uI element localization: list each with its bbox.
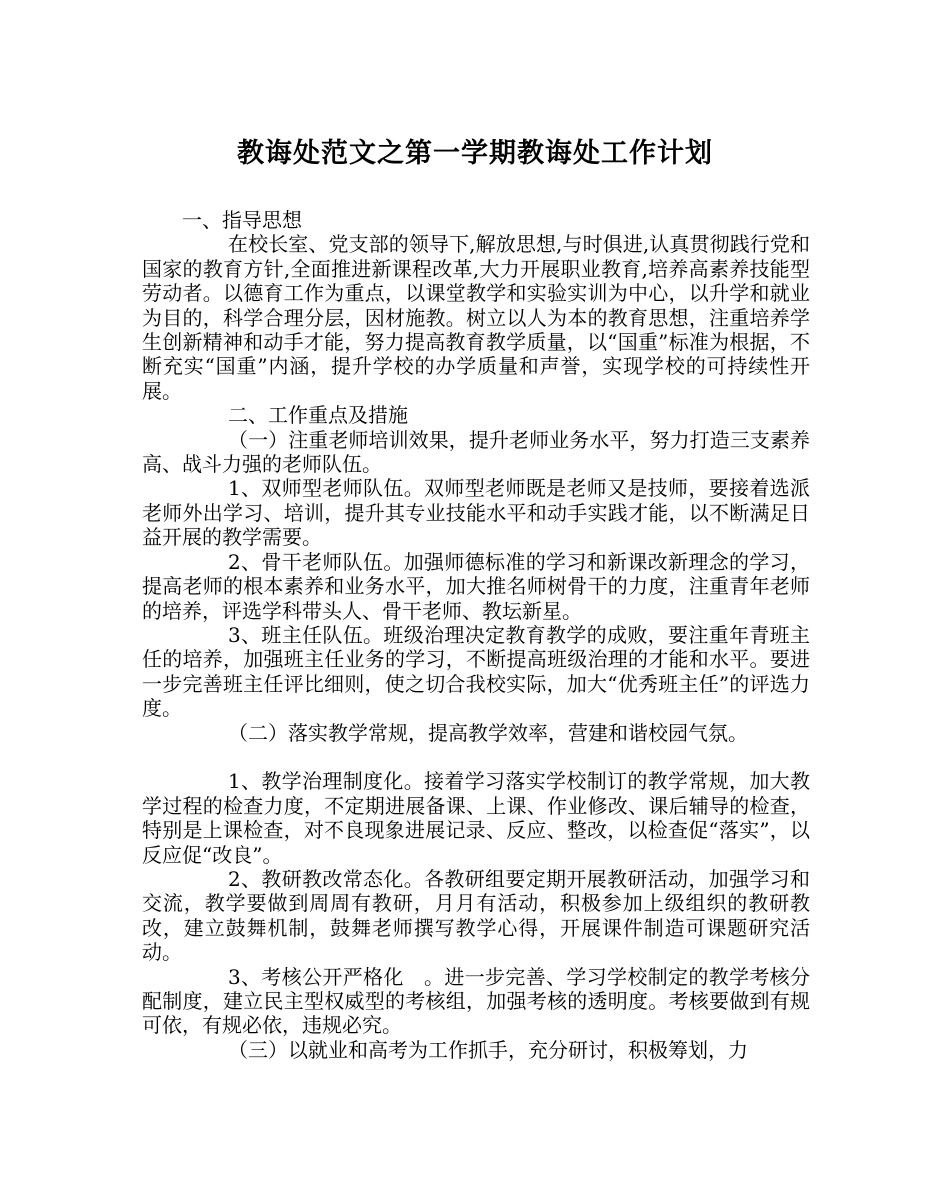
paragraph-assessment: 3、考核公开严格化 。进一步完善、学习学校制定的教学考核分配制度，建立民主型权威型的考核组，加强考核的透明度。考核要做到有规可依，有规必依，违规必究。 [142,964,810,1038]
paragraph-teaching-management: 1、教学治理制度化。接着学习落实学校制订的教学常规，加大教学过程的检查力度，不定期进展备课、上课、作业修改、课后辅导的检查，特别是上课检查，对不良现象进展记录、反应、整改，以检查促“落实”，以反应促“改良”。 [142,769,810,867]
document-title: 教诲处范文之第一学期教诲处工作计划 [237,138,713,169]
paragraph-teaching-research: 2、教研教改常态化。各教研组要定期开展教研活动，加强学习和交流，教学要做到周周有教研，月月有活动，积极参加上级组织的教研教改，建立鼓舞机制，鼓舞老师撰写教学心得，开展课件制造可课题研究活动。 [142,866,810,965]
paragraph-head-teacher-team: 3、班主任队伍。班级治理决定教育教学的成败，要注重年青班主任的培养，加强班主任业务的学习，不断提高班级治理的才能和水平。要进一步完善班主任评比细则，使之切合我校实际，加大“优秀班主任”的评选力度。 [142,622,810,721]
subsection-heading-employment: （三）以就业和高考为工作抓手，充分研讨，积极筹划，力 [228,1037,748,1062]
paragraph-backbone-teacher-team: 2、骨干老师队伍。加强师德标准的学习和新课改新理念的学习，提高老师的根本素养和业务水平，加大推名师树骨干的力度，注重青年老师的培养，评选学科带头人、骨干老师、教坛新星。 [142,549,810,623]
paragraph-guiding-thought: 在校长室、党支部的领导下,解放思想,与时俱进,认真贯彻践行党和国家的教育方针,全面推进新课程改革,大力开展职业教育,培养高素养技能型劳动者。以德育工作为重点，以课堂教学和实验实训为中心，以升学和就业为目的，科学合理分层，因材施教。树立以人为本的教育思想，注重培养学生创新精神和动手才能，努力提高教育教学质量，以“国重”标准为根据，不断充实“国重”内涵，提升学校的办学质量和声誉，实现学校的可持续性开展。 [142,232,810,403]
subsection-heading-teaching-routine: （二）落实教学常规，提高教学效率，营建和谐校园气氛。 [228,720,748,745]
subsection-heading-teacher-training: （一）注重老师培训效果，提升老师业务水平，努力打造三支素养高、战斗力强的老师队伍。 [142,427,810,477]
paragraph-dual-teacher-team: 1、双师型老师队伍。双师型老师既是老师又是技师，要接着选派老师外出学习、培训，提升其专业技能水平和动手实践才能，以不断满足日益开展的教学需要。 [142,476,810,550]
section-heading-guiding-thought: 一、指导思想 [182,208,302,232]
blank-line [142,745,810,769]
section-heading-work-focus: 二、工作重点及措施 [228,403,408,428]
document-body [142,208,810,1062]
